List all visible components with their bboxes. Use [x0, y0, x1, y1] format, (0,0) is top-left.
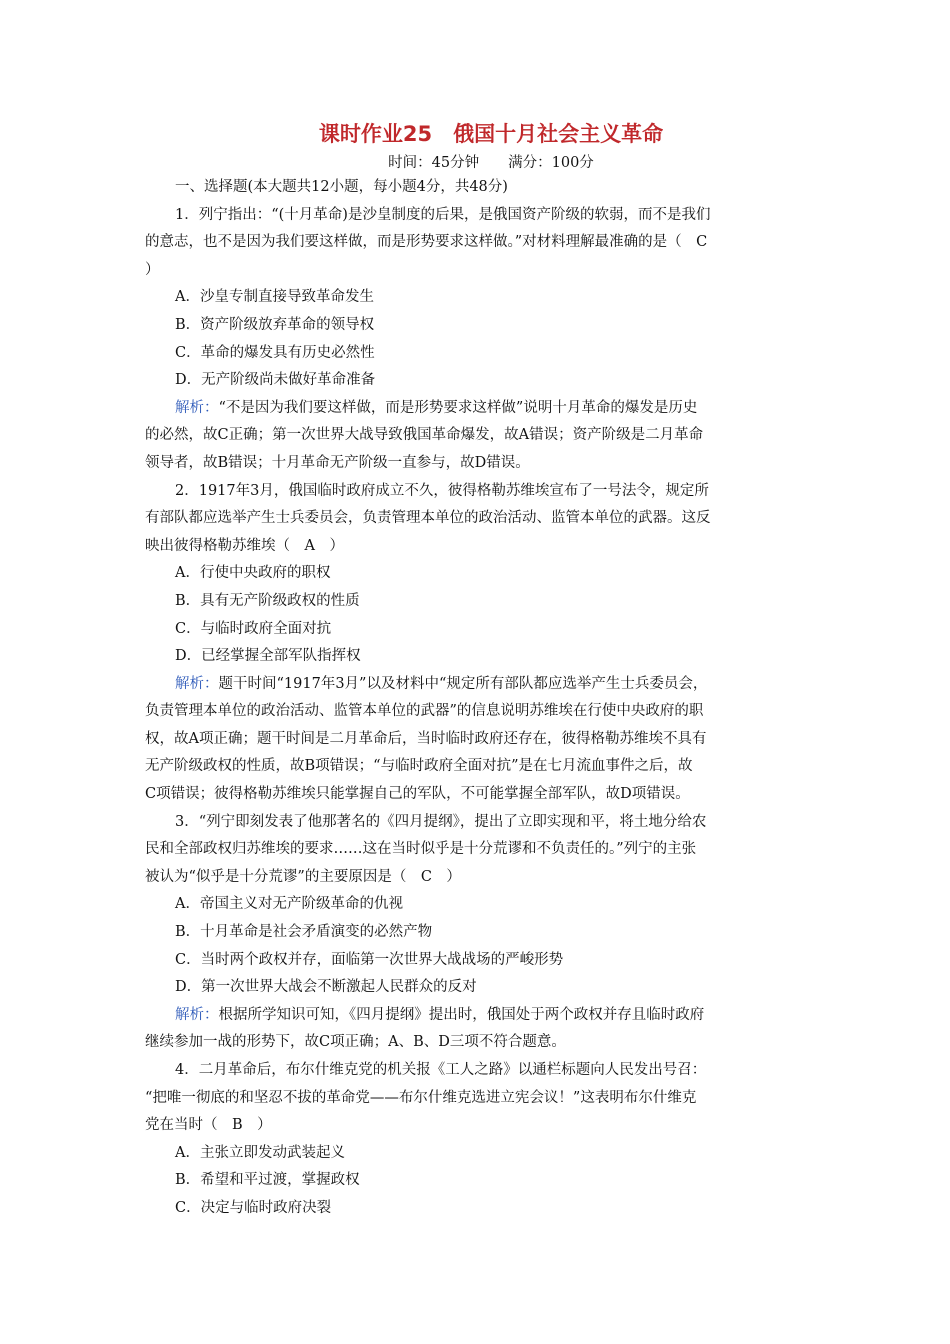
question-4: [145, 1057, 813, 1223]
option-a: A．帝国主义对无产阶级革命的仇视: [175, 896, 403, 913]
page-title: 课时作业25 俄国十月社会主义革命: [318, 122, 664, 146]
option-c: C．当时两个政权并存，面临第一次世界大战战场的严峻形势: [175, 951, 564, 968]
question-stem: 3．“列宁即刻发表了他那著名的《四月提纲》，提出了立即实现和平，将土地分给农: [175, 813, 707, 830]
question-stem: 2．1917年3月，俄国临时政府成立不久，彼得格勒苏维埃宣布了一号法令，规定所: [175, 482, 709, 499]
question-stem: 民和全部政权归苏维埃的要求……这在当时似乎是十分荒谬和不负责任的。”列宁的主张: [145, 841, 697, 858]
question-stem: 被认为“似乎是十分荒谬”的主要原因是（ C ）: [145, 868, 461, 885]
option-b: B．资产阶级放弃革命的领导权: [175, 316, 375, 333]
analysis: 解析：“不是因为我们要这样做，而是形势要求这样做”说明十月革命的爆发是历史: [175, 399, 698, 416]
question-stem: 有部队都应选举产生士兵委员会，负责管理本单位的政治活动、监管本单位的武器。这反: [145, 510, 711, 527]
question-2: [145, 478, 813, 809]
question-stem: 4．二月革命后，布尔什维克党的机关报《工人之路》以通栏标题向人民发出号召：: [175, 1062, 707, 1078]
option-d: D．无产阶级尚未做好革命准备: [175, 372, 376, 389]
question-stem: ）: [145, 261, 160, 278]
time-score-info: 时间：45分钟 满分：100分: [388, 155, 594, 171]
analysis: 解析：题干时间“1917年3月”以及材料中“规定所有部队都应选举产生士兵委员会，: [175, 675, 708, 692]
analysis: 继续参加一战的形势下，故C项正确；A、B、D三项不符合题意。: [145, 1034, 566, 1051]
analysis-label: 解析：: [175, 399, 219, 416]
option-d: D．已经掌握全部军队指挥权: [175, 648, 361, 665]
analysis: 解析：根据所学知识可知，《四月提纲》提出时，俄国处于两个政权并存且临时政府: [175, 1006, 705, 1023]
option-a: A．沙皇专制直接导致革命发生: [175, 289, 374, 306]
option-b: B．十月革命是社会矛盾演变的必然产物: [175, 924, 433, 941]
analysis: 的必然，故C正确；第一次世界大战导致俄国革命爆发，故A错误；资产阶级是二月革命: [145, 427, 704, 444]
option-c: C．决定与临时政府决裂: [175, 1199, 332, 1216]
analysis: 权，故A项正确；题干时间是二月革命后，当时临时政府还存在，彼得格勒苏维埃不具有: [145, 730, 707, 747]
analysis: 无产阶级政权的性质，故B项错误；“与临时政府全面对抗”是在七月流血事件之后，故: [145, 758, 693, 775]
option-c: C．革命的爆发具有历史必然性: [175, 344, 375, 361]
question-stem: 党在当时（ B ）: [145, 1117, 272, 1134]
option-d: D．第一次世界大战会不断激起人民群众的反对: [175, 979, 477, 996]
question-3: [145, 809, 813, 1057]
question-stem: 1．列宁指出：“(十月革命)是沙皇制度的后果，是俄国资产阶级的软弱，而不是我们: [175, 206, 711, 223]
option-b: B．具有无产阶级政权的性质: [175, 592, 360, 609]
option-b: B．希望和平过渡，掌握政权: [175, 1172, 360, 1189]
analysis: C项错误；彼得格勒苏维埃只能掌握自己的军队，不可能掌握全部军队，故D项错误。: [145, 786, 690, 803]
document-page: [145, 112, 813, 1223]
question-1: [145, 202, 813, 478]
question-stem: “把唯一彻底的和坚忍不拔的革命党——布尔什维克选进立宪会议！”这表明布尔什维克: [145, 1089, 697, 1106]
option-a: A．行使中央政府的职权: [175, 565, 331, 582]
question-stem: 的意志，也不是因为我们要这样做，而是形势要求这样做。”对材料理解最准确的是（ C: [145, 234, 708, 251]
question-stem: 映出彼得格勒苏维埃（ A ）: [145, 537, 344, 554]
section-heading: 一、选择题(本大题共12小题，每小题4分，共48分): [175, 179, 508, 195]
analysis-label: 解析：: [175, 675, 219, 692]
analysis: 领导者，故B错误；十月革命无产阶级一直参与，故D错误。: [145, 454, 530, 471]
option-a: A．主张立即发动武装起义: [175, 1144, 345, 1161]
analysis: 负责管理本单位的政治活动、监管本单位的武器”的信息说明苏维埃在行使中央政府的职: [145, 703, 704, 720]
analysis-label: 解析：: [175, 1006, 219, 1023]
option-c: C．与临时政府全面对抗: [175, 620, 332, 637]
